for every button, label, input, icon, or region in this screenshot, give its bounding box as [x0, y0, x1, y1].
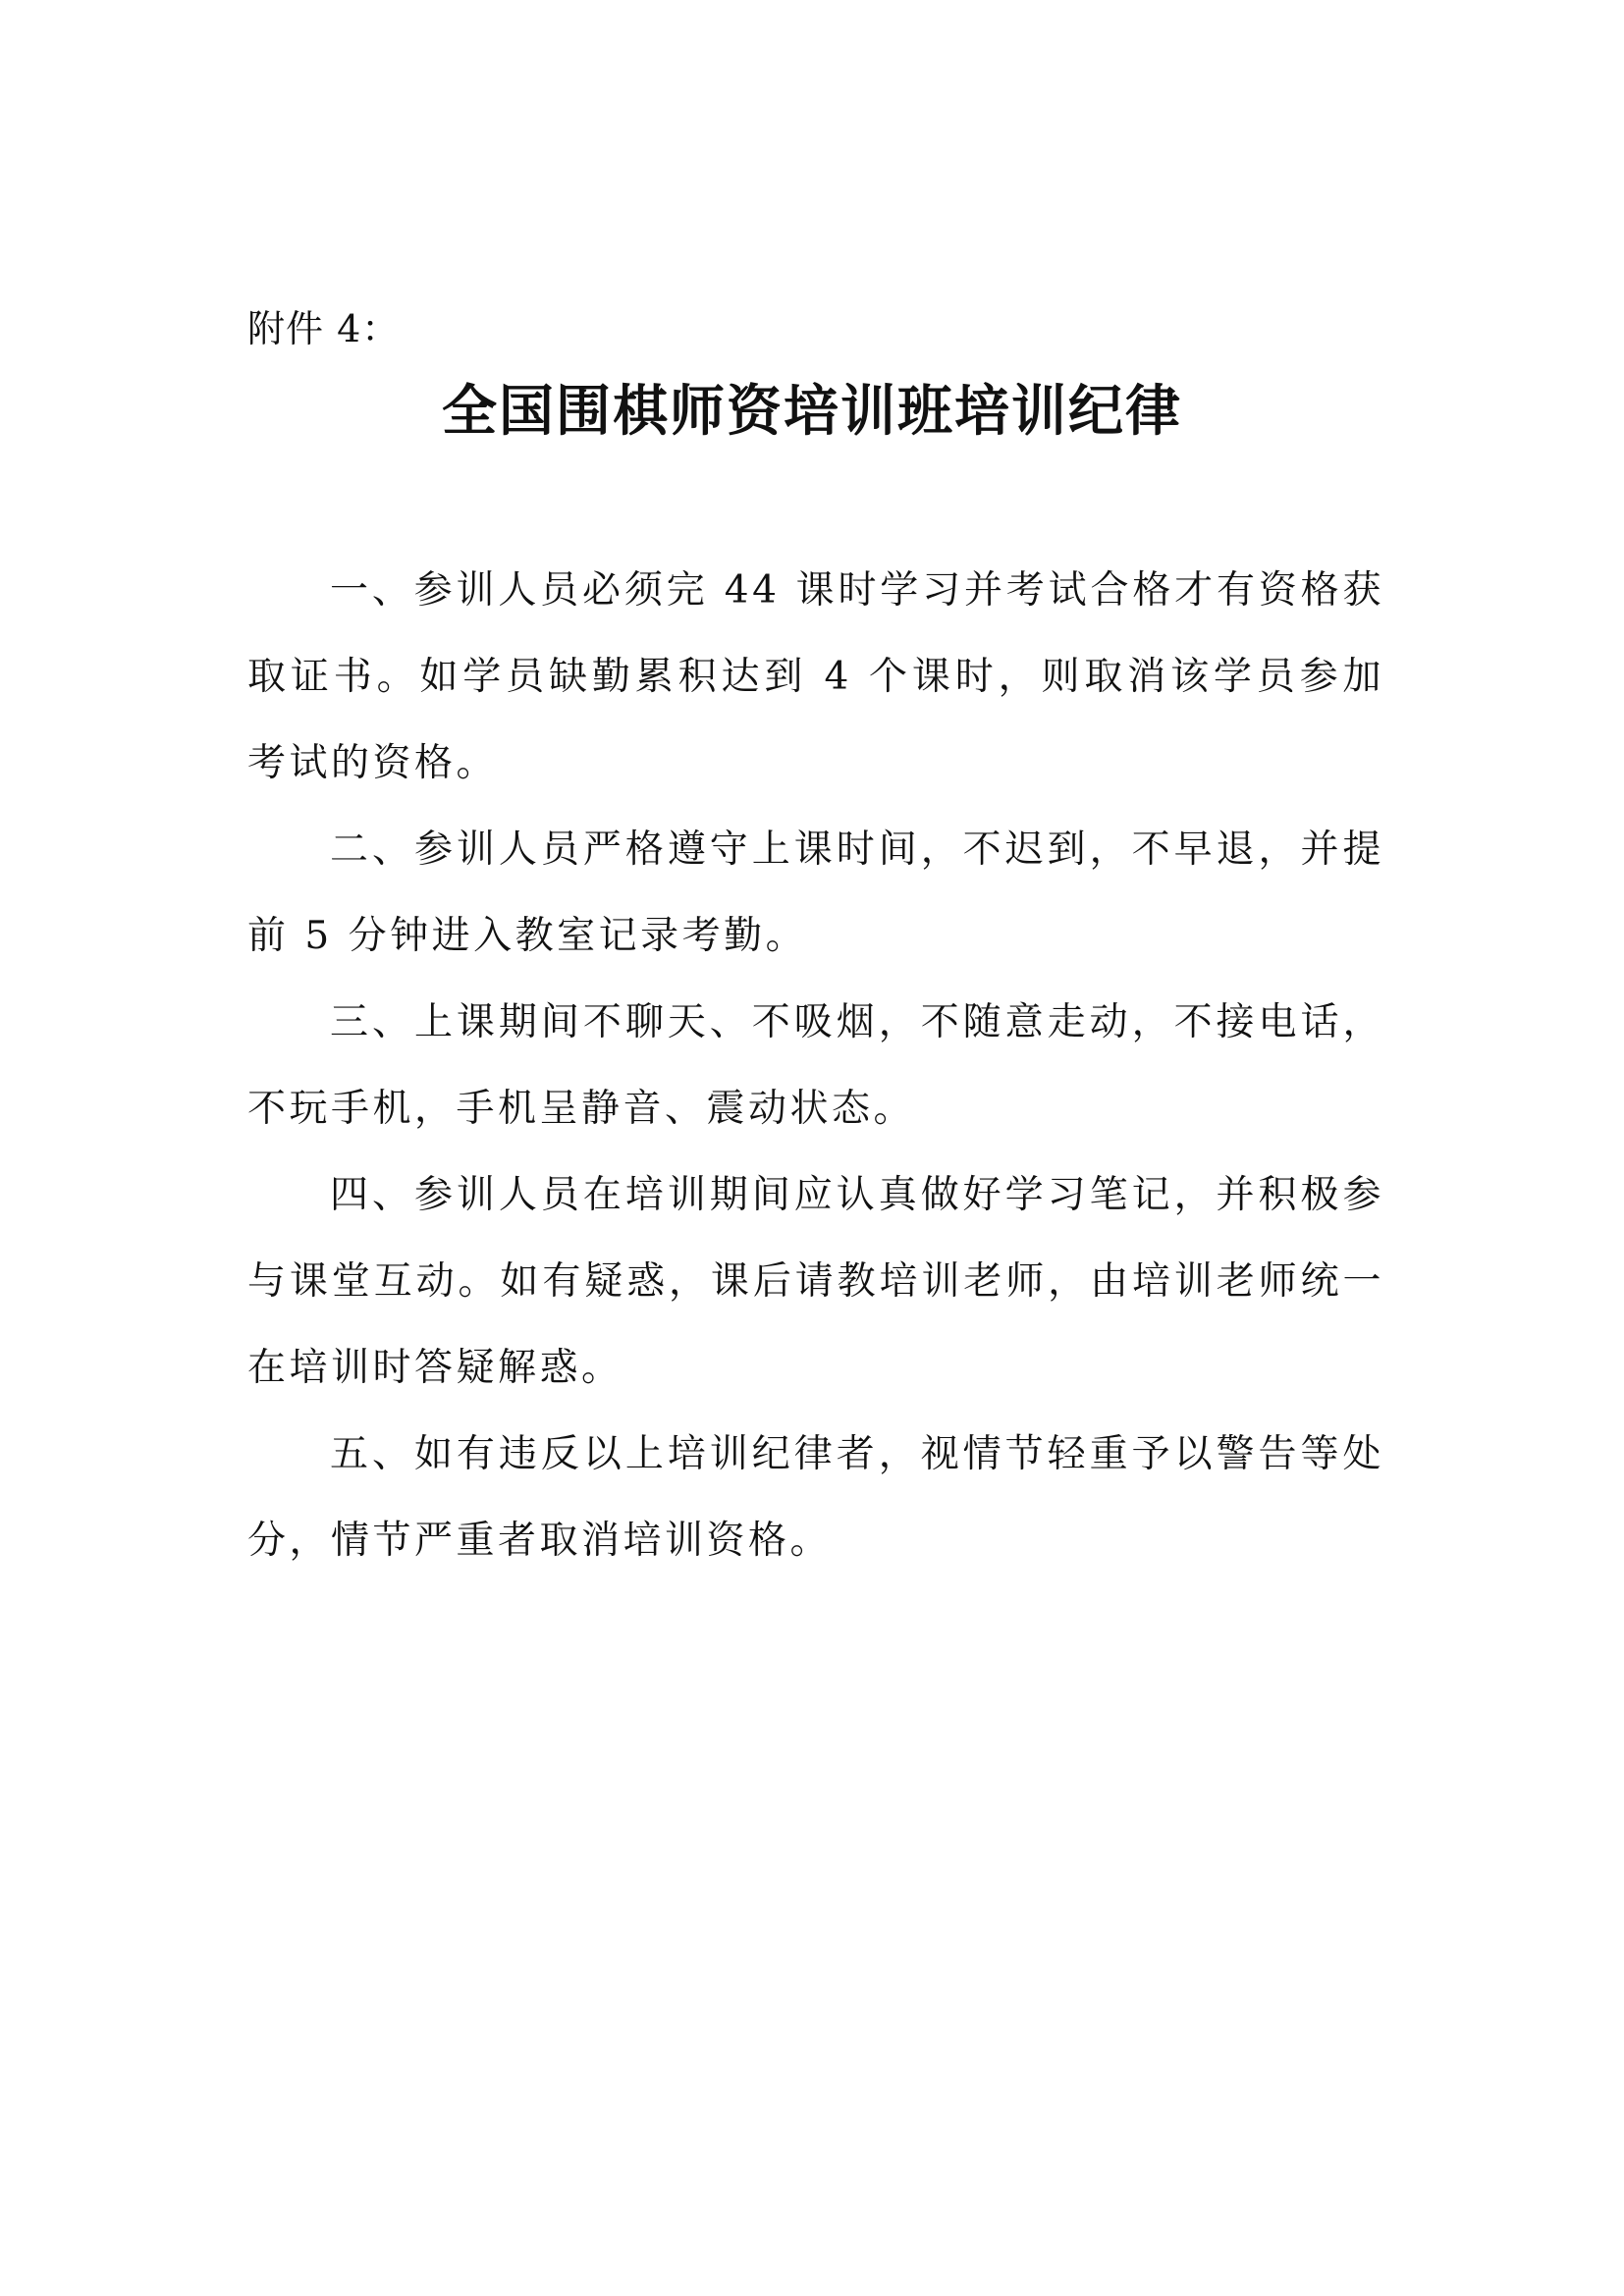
rule-paragraph-5: 五、如有违反以上培训纪律者，视情节轻重予以警告等处分，情节严重者取消培训资格。: [247, 1432, 1384, 1563]
rule-paragraph-1: 一、参训人员必须完 44 课时学习并考试合格才有资格获取证书。如学员缺勤累积达到 4 个课时，则取消该学员参加考试的资格。: [247, 568, 1384, 785]
document-body: [247, 548, 1384, 1584]
attachment-label: 附件 4：: [247, 307, 401, 350]
rule-paragraph-3: 三、上课期间不聊天、不吸烟，不随意走动，不接电话，不玩手机，手机呈静音、震动状态。: [247, 1000, 1384, 1131]
rule-paragraph-4: 四、参训人员在培训期间应认真做好学习笔记，并积极参与课堂互动。如有疑惑，课后请教培训老师，由培训老师统一在培训时答疑解惑。: [247, 1173, 1384, 1390]
rule-paragraph-2: 二、参训人员严格遵守上课时间，不迟到，不早退，并提前 5 分钟进入教室记录考勤。: [247, 828, 1384, 958]
document-title: 全国围棋师资培训班培训纪律: [442, 380, 1182, 444]
